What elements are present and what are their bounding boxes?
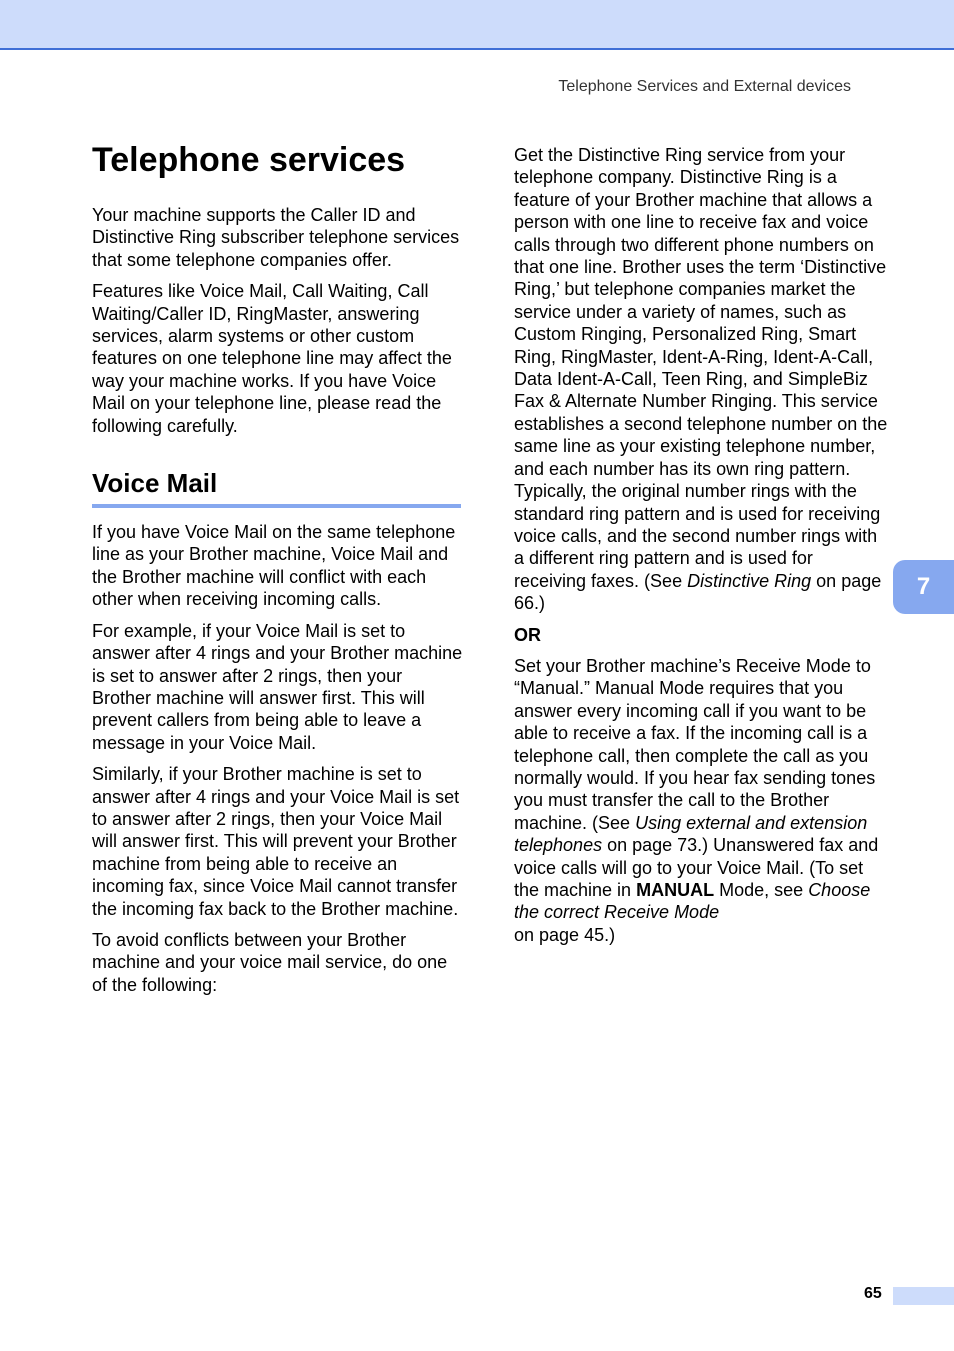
distinctive-ring-link[interactable]: Distinctive Ring (687, 570, 812, 591)
manual-mode-paragraph (514, 655, 888, 946)
external-telephones-link[interactable]: Using external and extension telephones (514, 812, 868, 856)
running-header: Telephone Services and External devices (558, 78, 851, 95)
voice-mail-paragraph: For example, if your Voice Mail is set to answer after 4 rings and your Brother machine is set to answer after 2 rings, then your Brother machine will answer first. This will prevent callers from being able to leave a message in your Voice Mail. (92, 620, 463, 753)
voice-mail-paragraph: To avoid conflicts between your Brother machine and your voice mail service, do one of the following: (92, 929, 448, 995)
paragraph-text: Set your Brother machine’s Receive Mode to “Manual.” Manual Mode requires that you answer every incoming call if you want to be able to receive a fax. If the incoming call is a telephone call, then complete the call as you normally would. If you hear fax sending tones you must transfer the call to the Brother machine. (See (514, 655, 876, 833)
chapter-tab: 7 (893, 560, 954, 614)
paragraph-text: on page 73.) Unanswered fax and voice calls will go to your Voice Mail. (To set the machine in (514, 835, 879, 900)
or-label: OR (514, 624, 541, 645)
right-column (514, 144, 888, 955)
paragraph-text: on page 66.) (514, 570, 882, 614)
voice-mail-paragraph: If you have Voice Mail on the same telephone line as your Brother machine, Voice Mail and the Brother machine will conflict with each other when receiving incoming calls. (92, 522, 456, 610)
footer-bar (893, 1287, 954, 1305)
paragraph-text: on page 45.) (514, 924, 616, 945)
distinctive-ring-paragraph (514, 144, 888, 615)
heading-rule (92, 504, 461, 508)
intro-paragraph: Features like Voice Mail, Call Waiting, Call Waiting/Caller ID, RingMaster, answering services, alarm systems or other custom features on one telephone line may affect the way your machine works. If you have Voice Mail on your telephone line, please read the following carefully. (92, 281, 452, 436)
voice-mail-heading: Voice Mail (92, 468, 218, 499)
intro-paragraph: Your machine supports the Caller ID and Distinctive Ring subscriber telephone services that some telephone companies offer. (92, 205, 460, 270)
left-column (92, 140, 464, 1005)
receive-mode-link[interactable]: Choose the correct Receive Mode (514, 880, 871, 923)
paragraph-text: Mode, see (719, 880, 804, 900)
manual-mode-label: MANUAL (636, 880, 715, 900)
header-band (0, 0, 954, 50)
voice-mail-paragraph: Similarly, if your Brother machine is set to answer after 4 rings and your Voice Mail is set to answer after 2 rings, then your Voice Mail will answer first. This will prevent your Brother machine from being able to receive an incoming fax, since Voice Mail cannot transfer the incoming fax back to the Brother machine. (92, 764, 460, 919)
paragraph-text: Get the Distinctive Ring service from your telephone company. Distinctive Ring is a feature of your Brother machine that allows a person with one line to receive fax and voice calls through two different phone numbers on that one line. Brother uses the term ‘Distinctive Ring,’ but telephone companies market the service under a variety of names, such as Custom Ringing, Personalized Ring, Smart Ring, RingMaster, Ident-A-Ring, Ident-A-Call, Data Ident-A-Call, Teen Ring, and SimpleBiz Fax & Alternate Number Ringing. This service establishes a second telephone number on the same line as your existing telephone number, and each number has its own ring pattern. Typically, the original number rings with the standard ring pattern and is used for receiving voice calls, and the second number rings with a different ring pattern and is used for receiving faxes. (See (514, 145, 888, 591)
page-title: Telephone services (92, 141, 406, 179)
page-number: 65 (864, 1285, 882, 1302)
